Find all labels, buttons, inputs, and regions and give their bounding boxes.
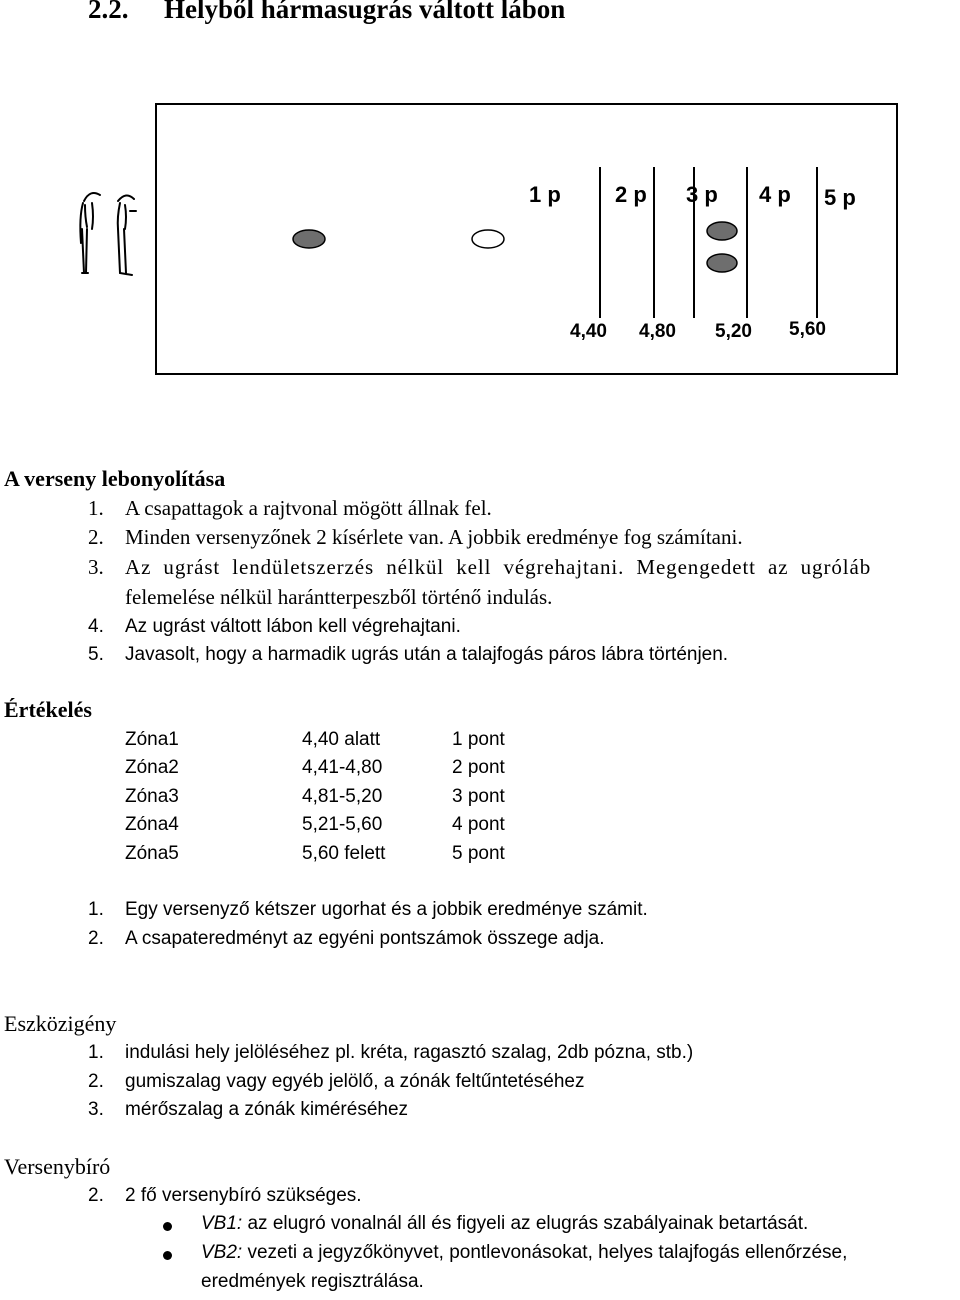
distance-label: 4,40 bbox=[570, 321, 607, 342]
list-number: 3. bbox=[88, 1099, 104, 1120]
zone-points: 2 pont bbox=[452, 757, 505, 778]
zone-label: 1 p bbox=[529, 182, 561, 207]
list-number: 2. bbox=[88, 928, 104, 949]
zone-range: 4,41-4,80 bbox=[302, 757, 383, 778]
distance-label: 5,60 bbox=[789, 319, 826, 340]
footprint-filled bbox=[707, 254, 737, 272]
list-item: A csapateredményt az egyéni pontszámok összege adja. bbox=[125, 928, 605, 949]
list-item: Egy versenyző kétszer ugorhat és a jobbik eredménye számit. bbox=[125, 899, 648, 920]
list-number: 2. bbox=[88, 525, 104, 549]
zone-name: Zóna3 bbox=[125, 786, 179, 807]
list-item: A csapattagok a rajtvonal mögött állnak fel. bbox=[125, 496, 492, 520]
section-number: 2.2. bbox=[88, 0, 129, 24]
zone-points: 5 pont bbox=[452, 843, 505, 864]
zone-range: 5,60 felett bbox=[302, 843, 386, 864]
bullet-item bbox=[201, 1213, 808, 1235]
zone-range: 4,81-5,20 bbox=[302, 786, 383, 807]
list-number: 2. bbox=[88, 1185, 104, 1206]
distance-label: 5,20 bbox=[715, 321, 752, 342]
list-item: Az ugrást lendületszerzés nélkül kell végrehajtani. Megengedett az ugróláb bbox=[125, 555, 872, 579]
heading-eszkozigeny: Eszközigény bbox=[4, 1011, 117, 1036]
zone-label: 5 p bbox=[824, 185, 856, 210]
stick-figures-illustration bbox=[70, 185, 150, 280]
zone-name: Zóna4 bbox=[125, 814, 179, 835]
distance-label: 4,80 bbox=[639, 321, 676, 342]
referee-duty: vezeti a jegyzőkönyvet, pontlevonásokat, helyes talajfogás ellenőrzése, bbox=[242, 1242, 848, 1263]
bullet-icon bbox=[163, 1251, 172, 1260]
diagram-drawing bbox=[157, 105, 896, 373]
zone-points: 4 pont bbox=[452, 814, 505, 835]
list-item: gumiszalag vagy egyéb jelölő, a zónák feltűntetéséhez bbox=[125, 1071, 585, 1092]
bullet-icon bbox=[163, 1222, 172, 1231]
list-number: 1. bbox=[88, 1042, 104, 1063]
zone-label: 2 p bbox=[615, 182, 647, 207]
list-number: 5. bbox=[88, 644, 104, 665]
list-item: 2 fő versenybíró szükséges. bbox=[125, 1185, 362, 1206]
footprint-empty bbox=[472, 230, 504, 248]
list-number: 3. bbox=[88, 555, 104, 579]
page-title bbox=[88, 0, 565, 25]
referee-label: VB2: bbox=[201, 1242, 243, 1263]
list-item: mérőszalag a zónák kiméréséhez bbox=[125, 1099, 409, 1120]
heading-versenybiro: Versenybíró bbox=[4, 1154, 111, 1179]
zone-name: Zóna5 bbox=[125, 843, 179, 864]
zone-range: 4,40 alatt bbox=[302, 729, 381, 750]
zone-label: 3 p bbox=[686, 182, 718, 207]
zone-label: 4 p bbox=[759, 182, 791, 207]
heading-lebonyolitas: A verseny lebonyolítása bbox=[4, 466, 226, 491]
list-item: Minden versenyzőnek 2 kísérlete van. A jobbik eredménye fog számítani. bbox=[125, 525, 743, 549]
footprint-filled bbox=[707, 222, 737, 240]
list-item-continuation: felemelése nélkül harántterpeszből történő indulás. bbox=[125, 585, 553, 609]
footprint-filled bbox=[293, 230, 325, 248]
referee-label: VB1: bbox=[201, 1213, 243, 1234]
list-number: 4. bbox=[88, 616, 104, 637]
list-item: Az ugrást váltott lábon kell végrehajtani. bbox=[125, 616, 461, 637]
bullet-item-continuation: eredmények regisztrálása. bbox=[201, 1271, 424, 1292]
zone-points: 1 pont bbox=[452, 729, 505, 750]
referee-duty: az elugró vonalnál áll és figyeli az elugrás szabályainak betartását. bbox=[242, 1213, 809, 1234]
jump-zone-diagram bbox=[155, 103, 898, 375]
bullet-item bbox=[201, 1242, 847, 1264]
zone-points: 3 pont bbox=[452, 786, 505, 807]
zone-name: Zóna1 bbox=[125, 729, 179, 750]
list-number: 1. bbox=[88, 899, 104, 920]
list-number: 2. bbox=[88, 1071, 104, 1092]
zone-range: 5,21-5,60 bbox=[302, 814, 383, 835]
list-item: Javasolt, hogy a harmadik ugrás után a talajfogás páros lábra történjen. bbox=[125, 644, 729, 665]
zone-name: Zóna2 bbox=[125, 757, 179, 778]
list-item: indulási hely jelöléséhez pl. kréta, ragasztó szalag, 2db pózna, stb.) bbox=[125, 1042, 694, 1063]
list-number: 1. bbox=[88, 496, 104, 520]
heading-ertekeles: Értékelés bbox=[4, 697, 92, 722]
title-text: Helyből hármasugrás váltott lábon bbox=[164, 0, 566, 24]
